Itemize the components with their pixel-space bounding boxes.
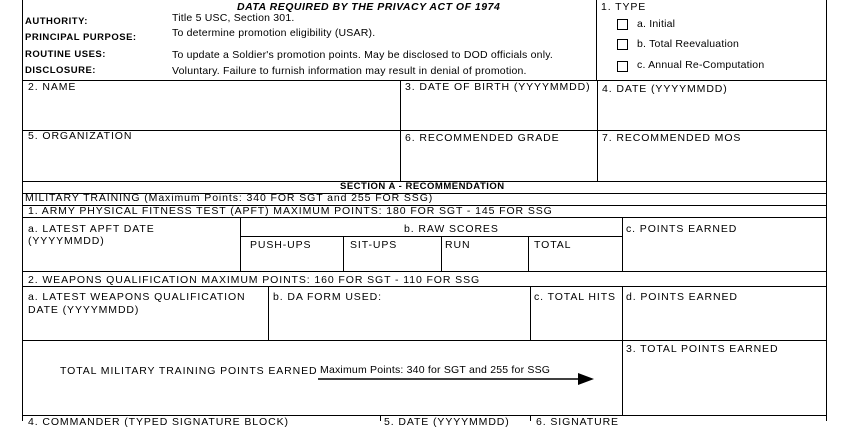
situps-label: SIT-UPS bbox=[350, 239, 398, 251]
line-apft-bottom bbox=[22, 271, 827, 272]
line-weapons-title-bottom bbox=[22, 286, 827, 287]
pushups-label: PUSH-UPS bbox=[250, 239, 312, 251]
privacy-act-title: DATA REQUIRED BY THE PRIVACY ACT OF 1974 bbox=[237, 1, 501, 13]
date-field-label: 4. DATE (YYYYMMDD) bbox=[602, 83, 728, 95]
principal-purpose-label: PRINCIPAL PURPOSE: bbox=[25, 32, 137, 43]
line-raw-scores-sub bbox=[240, 236, 622, 237]
recommended-mos-label: 7. RECOMMENDED MOS bbox=[602, 132, 742, 144]
line-apft-title-bottom bbox=[22, 217, 827, 218]
max-points-note: Maximum Points: 340 for SGT and 255 for SSG bbox=[320, 364, 551, 376]
arrow-right-icon bbox=[318, 372, 598, 386]
divider-situps-run bbox=[441, 236, 442, 271]
section-a-title: SECTION A - RECOMMENDATION bbox=[340, 181, 505, 192]
date5-label: 5. DATE (YYYYMMDD) bbox=[384, 416, 510, 428]
divider-apft-points bbox=[622, 217, 623, 271]
apft-date-label-line1: a. LATEST APFT DATE bbox=[28, 223, 155, 235]
name-field-label: 2. NAME bbox=[28, 81, 77, 93]
divider-pushups-situps bbox=[343, 236, 344, 271]
recommended-grade-label: 6. RECOMMENDED GRADE bbox=[405, 132, 560, 144]
divider-weapons-points bbox=[622, 286, 623, 340]
dob-field-label: 3. DATE OF BIRTH (YYYYMMDD) bbox=[405, 81, 591, 93]
routine-uses-label: ROUTINE USES: bbox=[25, 49, 106, 60]
authority-text: Title 5 USC, Section 301. bbox=[172, 12, 295, 24]
apft-title: 1. ARMY PHYSICAL FITNESS TEST (APFT) MAXIMUM POINTS: 180 FOR SGT - 145 FOR SSG bbox=[28, 205, 553, 217]
weapons-qualification-title: 2. WEAPONS QUALIFICATION MAXIMUM POINTS: 160 FOR SGT - 110 FOR SSG bbox=[28, 274, 481, 286]
total-points-earned-label: 3. TOTAL POINTS EARNED bbox=[626, 343, 779, 355]
type-total-reevaluation-label: b. Total Reevaluation bbox=[637, 38, 740, 50]
total-military-training-points-label: TOTAL MILITARY TRAINING POINTS EARNED bbox=[60, 365, 318, 377]
divider-apft-date bbox=[240, 217, 241, 271]
disclosure-text: Voluntary. Failure to furnish information may result in denial of promotion. bbox=[172, 65, 527, 77]
weapons-date-label-line1: a. LATEST WEAPONS QUALIFICATION bbox=[28, 291, 246, 303]
authority-label: AUTHORITY: bbox=[25, 16, 88, 27]
weapons-date-label-line2: DATE (YYYYMMDD) bbox=[28, 304, 140, 316]
type-annual-recomputation-label: c. Annual Re-Computation bbox=[637, 59, 765, 71]
raw-scores-label: b. RAW SCORES bbox=[404, 223, 499, 235]
signature-label: 6. SIGNATURE bbox=[536, 416, 619, 428]
weapons-points-earned-label: d. POINTS EARNED bbox=[626, 291, 738, 303]
commander-label: 4. COMMANDER (TYPED SIGNATURE BLOCK) bbox=[28, 416, 289, 428]
routine-uses-text: To update a Soldier's promotion points. May be disclosed to DOD officials only. bbox=[172, 49, 554, 61]
divider-type-block bbox=[596, 0, 597, 80]
total-hits-label: c. TOTAL HITS bbox=[534, 291, 616, 303]
type-annual-recomputation-checkbox[interactable] bbox=[617, 61, 628, 72]
divider-weapons-date bbox=[268, 286, 269, 340]
total-label: TOTAL bbox=[534, 239, 572, 251]
run-label: RUN bbox=[445, 239, 471, 251]
divider-weapons-hits bbox=[530, 286, 531, 340]
divider-date-signature bbox=[530, 415, 531, 421]
apft-points-earned-label: c. POINTS EARNED bbox=[626, 223, 738, 235]
principal-purpose-text: To determine promotion eligibility (USAR). bbox=[172, 27, 376, 39]
da-form-used-label: b. DA FORM USED: bbox=[273, 291, 382, 303]
military-training-header: MILITARY TRAINING (Maximum Points: 340 FOR SGT and 255 FOR SSG) bbox=[25, 192, 434, 204]
divider-total-points bbox=[622, 340, 623, 415]
type-label: 1. TYPE bbox=[601, 1, 647, 13]
disclosure-label: DISCLOSURE: bbox=[25, 65, 96, 76]
line-weapons-bottom bbox=[22, 340, 827, 341]
type-total-reevaluation-checkbox[interactable] bbox=[617, 39, 628, 50]
line-row2-bottom bbox=[22, 130, 827, 131]
apft-date-label-line2: (YYYYMMDD) bbox=[28, 235, 105, 247]
divider-commander-date bbox=[380, 415, 381, 421]
type-initial-checkbox[interactable] bbox=[617, 19, 628, 30]
form-left-border bbox=[22, 0, 23, 421]
type-initial-label: a. Initial bbox=[637, 18, 676, 30]
form-right-border bbox=[826, 0, 827, 421]
divider-run-total bbox=[528, 236, 529, 271]
organization-field-label: 5. ORGANIZATION bbox=[28, 130, 133, 142]
